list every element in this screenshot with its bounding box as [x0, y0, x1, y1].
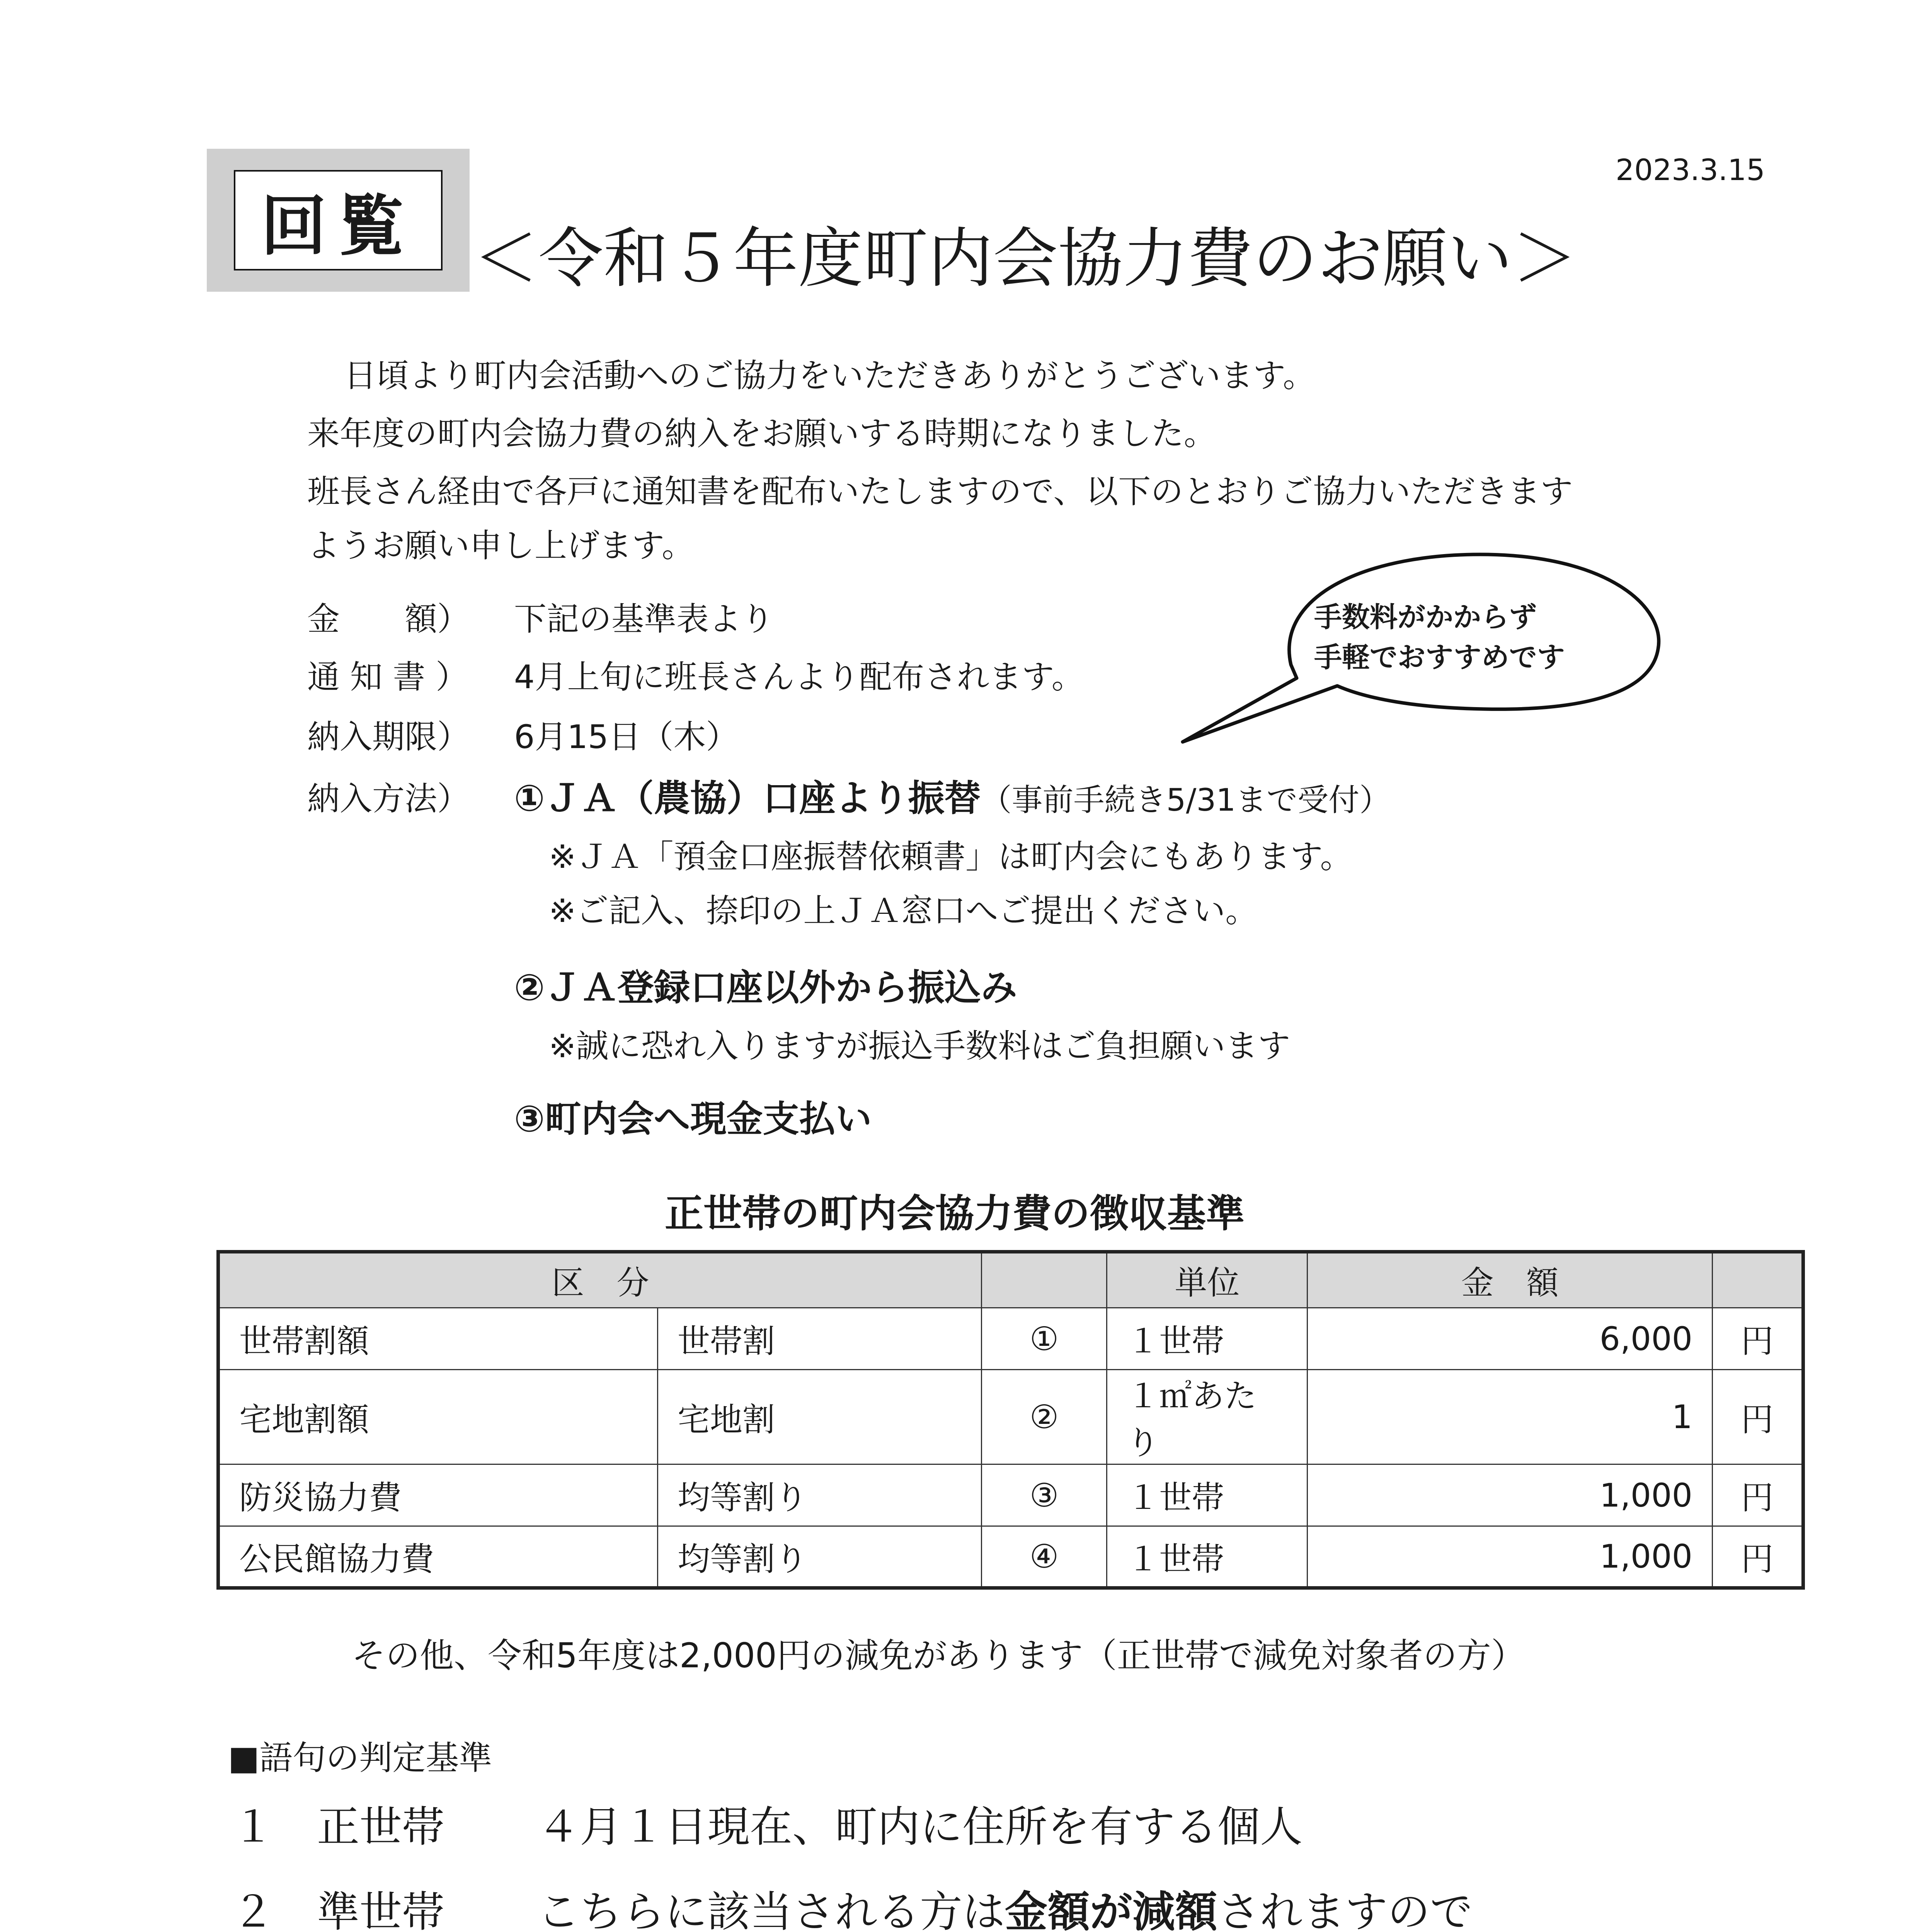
kairan-label: 回覧 — [260, 188, 415, 265]
reduction-note: その他、令和5年度は2,000円の減免があります（正世帯で減免対象者の方） — [352, 1636, 1525, 1675]
row-type: 宅地割 — [657, 1370, 981, 1464]
header-blank — [981, 1252, 1107, 1308]
notice-label: 通 知 書 ） — [307, 658, 468, 696]
method-1-title: ①ＪＡ（農協）口座より振替 — [514, 777, 981, 820]
amount-value: 下記の基準表より — [514, 600, 774, 638]
page-title: ＜令和５年度町内会協力費のお願い＞ — [473, 221, 1577, 296]
row-name: 公民館協力費 — [218, 1526, 658, 1588]
row-type: 世帯割 — [657, 1308, 981, 1370]
table-header-row — [218, 1252, 1803, 1308]
intro-line-1: 日頃より町内会活動へのご協力をいただきありがとうございます。 — [344, 357, 1316, 395]
row-yen: 円 — [1713, 1370, 1803, 1464]
row-number: ④ — [981, 1526, 1107, 1588]
row-name: 宅地割額 — [218, 1370, 658, 1464]
table-row — [218, 1308, 1803, 1370]
row-yen: 円 — [1713, 1464, 1803, 1526]
date: 2023.3.15 — [1616, 153, 1765, 187]
header-amount: 金 額 — [1308, 1252, 1713, 1308]
row-type: 均等割り — [657, 1526, 981, 1588]
criteria-1-term: 正世帯 — [317, 1802, 444, 1852]
table-row — [218, 1464, 1803, 1526]
criteria-2-desc-a: こちらに該当される方は — [537, 1887, 1005, 1932]
row-name: 防災協力費 — [218, 1464, 658, 1526]
row-yen: 円 — [1713, 1526, 1803, 1588]
method-1 — [514, 769, 1390, 821]
speech-bubble-line-2: 手軽でおすすめです — [1314, 641, 1565, 674]
row-amount: 1,000 — [1308, 1526, 1713, 1588]
deadline-label: 納入期限） — [307, 718, 470, 756]
intro-line-3: 班長さん経由で各戸に通知書を配布いたしますので、以下のとおりご協力いただきます — [307, 473, 1573, 510]
row-yen: 円 — [1713, 1308, 1803, 1370]
table-title: 正世帯の町内会協力費の徴収基準 — [665, 1191, 1245, 1236]
table-row — [218, 1526, 1803, 1588]
criteria-1-number: １ — [232, 1802, 274, 1852]
speech-bubble-line-1: 手数料がかからず — [1314, 601, 1537, 633]
method-2-title: ②ＪＡ登録口座以外から振込み — [514, 967, 1017, 1009]
criteria-2-desc-emphasis: 金額が減額 — [1005, 1887, 1217, 1932]
row-amount: 1 — [1308, 1370, 1713, 1464]
intro-line-2: 来年度の町内会協力費の納入をお願いする時期になりました。 — [307, 415, 1217, 452]
intro-line-4: ようお願い申し上げます。 — [307, 527, 695, 565]
criteria-2-number: ２ — [232, 1887, 274, 1932]
criteria-2-desc-line-1 — [537, 1878, 1473, 1932]
row-number: ② — [981, 1370, 1107, 1464]
row-unit: １㎡あたり — [1107, 1370, 1308, 1464]
criteria-heading: ■語句の判定基準 — [228, 1739, 492, 1777]
row-unit: １世帯 — [1107, 1464, 1308, 1526]
row-type: 均等割り — [657, 1464, 981, 1526]
amount-label: 金 額） — [307, 600, 470, 638]
kairan-label-frame — [234, 170, 443, 270]
table-row — [218, 1370, 1803, 1464]
row-unit: １世帯 — [1107, 1526, 1308, 1588]
header-blank-yen — [1713, 1252, 1803, 1308]
method-1-note-2: ※ご記入、捺印の上ＪＡ窓口へご提出ください。 — [549, 892, 1258, 930]
method-1-paren: （事前手続き5/31まで受付） — [981, 782, 1391, 818]
criteria-2-term: 準世帯 — [317, 1887, 444, 1932]
header-unit: 単位 — [1107, 1252, 1308, 1308]
row-number: ① — [981, 1308, 1107, 1370]
row-amount: 6,000 — [1308, 1308, 1713, 1370]
fee-table — [216, 1250, 1805, 1590]
speech-bubble-text — [1314, 597, 1565, 678]
kairan-stamp — [207, 149, 470, 292]
method-2-note: ※誠に恐れ入りますが振込手数料はご負担願います — [549, 1027, 1290, 1065]
method-label: 納入方法） — [307, 780, 470, 818]
row-name: 世帯割額 — [218, 1308, 658, 1370]
header-category: 区 分 — [218, 1252, 982, 1308]
method-3-title: ③町内会へ現金支払い — [514, 1098, 872, 1140]
method-1-note-1: ※ＪＡ「預金口座振替依頼書」は町内会にもあります。 — [549, 838, 1353, 876]
row-number: ③ — [981, 1464, 1107, 1526]
notice-value: 4月上旬に班長さんより配布されます。 — [514, 658, 1084, 696]
criteria-1-desc: ４月１日現在、町内に住所を有する個人 — [537, 1802, 1302, 1852]
row-amount: 1,000 — [1308, 1464, 1713, 1526]
criteria-2-desc-c: されますので — [1217, 1887, 1473, 1932]
row-unit: １世帯 — [1107, 1308, 1308, 1370]
deadline-value: 6月15日（木） — [514, 718, 739, 756]
